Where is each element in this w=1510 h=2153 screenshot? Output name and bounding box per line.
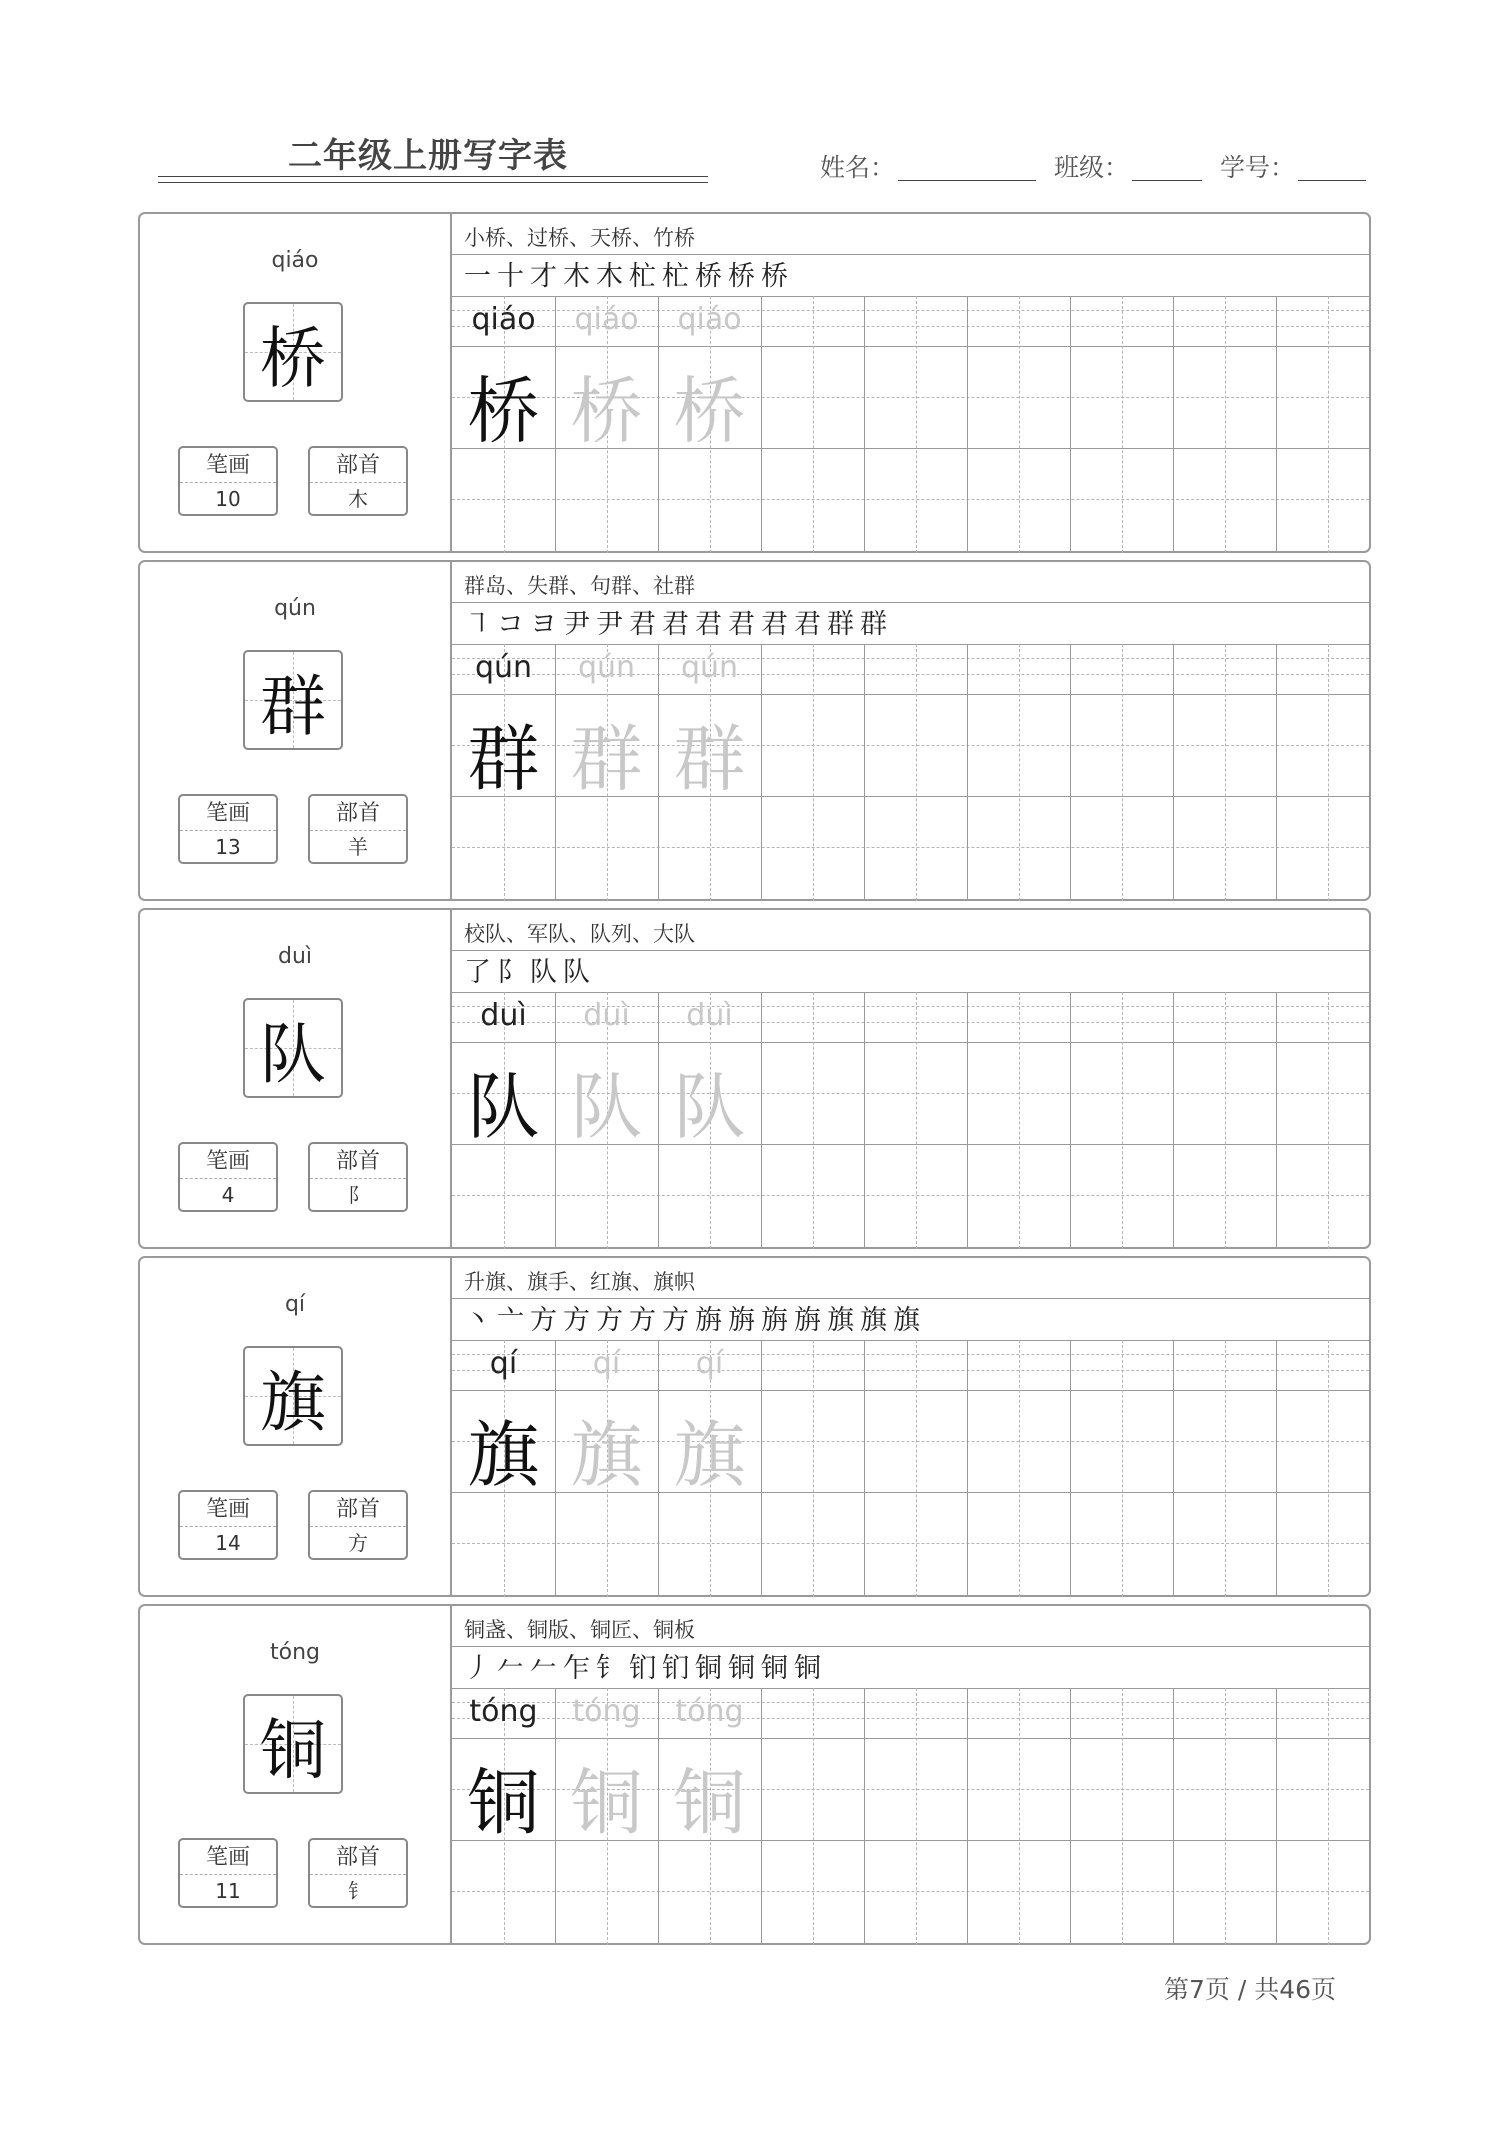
character-trace: 桥 xyxy=(570,369,643,453)
pinyin-model: tóng xyxy=(469,1694,538,1729)
stroke-count-label: 笔画 xyxy=(180,1494,276,1527)
pinyin-trace: qiáo xyxy=(677,302,742,337)
stroke-step: 乍 xyxy=(563,1653,592,1684)
character-model: 铜 xyxy=(467,1761,540,1845)
pinyin-trace: qí xyxy=(592,1346,621,1381)
stroke-step: 桥 xyxy=(728,261,757,292)
character: 旗 xyxy=(260,1363,326,1441)
character-info xyxy=(140,1606,450,1943)
radical-value: 方 xyxy=(348,1531,368,1555)
radical-box xyxy=(308,1838,408,1908)
character-box xyxy=(243,998,343,1098)
stroke-step: 群 xyxy=(827,609,856,640)
stroke-step: 君 xyxy=(794,609,823,640)
radical-label: 部首 xyxy=(310,450,406,483)
stroke-step: 才 xyxy=(530,261,559,292)
stroke-step: 君 xyxy=(728,609,757,640)
stroke-step: 旃 xyxy=(728,1305,757,1336)
character-card xyxy=(138,908,1371,1249)
stroke-step: ㇕ xyxy=(464,609,493,640)
stroke-step: 𠂉 xyxy=(497,1653,526,1684)
stroke-order xyxy=(464,1298,922,1337)
writing-area xyxy=(450,910,1369,1247)
pinyin-trace: duì xyxy=(686,998,733,1033)
character-trace: 铜 xyxy=(673,1761,746,1845)
stroke-count-value: 13 xyxy=(215,835,241,859)
class-label: 班级： xyxy=(1054,153,1130,182)
pinyin-trace: qún xyxy=(680,650,739,685)
stroke-step: 旗 xyxy=(827,1305,856,1336)
stroke-step: 君 xyxy=(629,609,658,640)
stroke-step: 旃 xyxy=(794,1305,823,1336)
character-info xyxy=(140,910,450,1247)
pinyin-trace: tóng xyxy=(675,1694,744,1729)
stroke-step: 钔 xyxy=(662,1653,691,1684)
character: 队 xyxy=(260,1015,326,1093)
pinyin-model: qí xyxy=(489,1346,518,1381)
stroke-step: 方 xyxy=(629,1305,658,1336)
writing-area xyxy=(450,214,1369,551)
stroke-step: 一 xyxy=(464,261,493,292)
class-field[interactable] xyxy=(1132,180,1202,181)
pinyin-trace: qiáo xyxy=(574,302,639,337)
example-words: 铜盏、铜版、铜匠、铜板 xyxy=(464,1618,695,1642)
stroke-step: 桥 xyxy=(761,261,790,292)
stroke-step: コ xyxy=(497,609,526,640)
stroke-step: 君 xyxy=(761,609,790,640)
character-box xyxy=(243,650,343,750)
stroke-count-label: 笔画 xyxy=(180,1146,276,1179)
character-info xyxy=(140,1258,450,1595)
pinyin-label: duì xyxy=(277,944,313,969)
radical-label: 部首 xyxy=(310,1842,406,1875)
character-trace: 旗 xyxy=(570,1413,643,1497)
pinyin-label: qí xyxy=(284,1292,306,1317)
name-field[interactable] xyxy=(898,180,1036,181)
stroke-count-box xyxy=(178,1838,278,1908)
stroke-step: 钔 xyxy=(629,1653,658,1684)
stroke-step: 桥 xyxy=(695,261,724,292)
stroke-step: 君 xyxy=(695,609,724,640)
character: 铜 xyxy=(260,1711,326,1789)
stroke-step: 方 xyxy=(530,1305,559,1336)
radical-box xyxy=(308,1490,408,1560)
stroke-order xyxy=(464,602,889,641)
stroke-step: 杧 xyxy=(662,261,691,292)
character-box xyxy=(243,1346,343,1446)
character-card xyxy=(138,1256,1371,1597)
radical-value: 钅 xyxy=(348,1879,368,1903)
stroke-count-box xyxy=(178,1142,278,1212)
stroke-step: 丶 xyxy=(464,1305,493,1336)
title-underline xyxy=(158,176,708,177)
stroke-step: 木 xyxy=(596,261,625,292)
id-label: 学号： xyxy=(1220,153,1296,182)
stroke-step: 十 xyxy=(497,261,526,292)
character-model: 桥 xyxy=(467,369,540,453)
character: 桥 xyxy=(260,319,326,397)
character-trace: 群 xyxy=(673,717,746,801)
pinyin-trace: qún xyxy=(577,650,636,685)
stroke-count-box xyxy=(178,794,278,864)
character: 群 xyxy=(260,667,326,745)
example-words: 升旗、旗手、红旗、旗帜 xyxy=(464,1270,695,1294)
stroke-step: 丿 xyxy=(464,1653,493,1684)
character-card xyxy=(138,560,1371,901)
stroke-step: 旗 xyxy=(860,1305,889,1336)
example-words: 小桥、过桥、天桥、竹桥 xyxy=(464,226,695,250)
stroke-step: 了 xyxy=(464,957,493,988)
stroke-step: 旃 xyxy=(761,1305,790,1336)
stroke-step: 群 xyxy=(860,609,889,640)
stroke-step: 铜 xyxy=(695,1653,724,1684)
example-words: 群岛、失群、句群、社群 xyxy=(464,574,695,598)
pinyin-trace: duì xyxy=(583,998,630,1033)
pinyin-label: qiáo xyxy=(271,248,319,273)
character-trace: 队 xyxy=(570,1065,643,1149)
example-words: 校队、军队、队列、大队 xyxy=(464,922,695,946)
radical-value: 羊 xyxy=(348,835,368,859)
stroke-step: 铜 xyxy=(728,1653,757,1684)
pinyin-label: tóng xyxy=(270,1640,320,1665)
stroke-order xyxy=(464,254,790,293)
stroke-step: 方 xyxy=(596,1305,625,1336)
stroke-count-value: 10 xyxy=(215,487,241,511)
character-card xyxy=(138,212,1371,553)
stroke-step: 尹 xyxy=(563,609,592,640)
character-box xyxy=(243,1694,343,1794)
stroke-count-value: 11 xyxy=(215,1879,241,1903)
pinyin-model: qiáo xyxy=(471,302,536,337)
stroke-step: 尹 xyxy=(596,609,625,640)
radical-value: 木 xyxy=(348,487,368,511)
character-info xyxy=(140,214,450,551)
stroke-count-label: 笔画 xyxy=(180,450,276,483)
radical-box xyxy=(308,794,408,864)
stroke-step: 队 xyxy=(563,957,592,988)
character-trace: 铜 xyxy=(570,1761,643,1845)
stroke-count-value: 14 xyxy=(215,1531,241,1555)
stroke-count-label: 笔画 xyxy=(180,1842,276,1875)
pinyin-model: duì xyxy=(480,998,527,1033)
stroke-count-value: 4 xyxy=(221,1183,235,1207)
stroke-step: 旗 xyxy=(893,1305,922,1336)
stroke-step: 钅 xyxy=(596,1653,625,1684)
pinyin-label: qún xyxy=(274,596,316,621)
stroke-count-box xyxy=(178,446,278,516)
stroke-step: 君 xyxy=(662,609,691,640)
stroke-order xyxy=(464,950,592,989)
character-info xyxy=(140,562,450,899)
writing-area xyxy=(450,1606,1369,1943)
character-box xyxy=(243,302,343,402)
radical-box xyxy=(308,446,408,516)
stroke-count-label: 笔画 xyxy=(180,798,276,831)
character-model: 队 xyxy=(467,1065,540,1149)
character-trace: 桥 xyxy=(673,369,746,453)
character-model: 群 xyxy=(467,717,540,801)
stroke-step: 旃 xyxy=(695,1305,724,1336)
pinyin-trace: tóng xyxy=(572,1694,641,1729)
pinyin-model: qún xyxy=(474,650,533,685)
character-trace: 群 xyxy=(570,717,643,801)
stroke-step: 铜 xyxy=(761,1653,790,1684)
title-underline-2 xyxy=(158,182,708,183)
stroke-step: 木 xyxy=(563,261,592,292)
pinyin-trace: qí xyxy=(695,1346,724,1381)
stroke-step: 铜 xyxy=(794,1653,823,1684)
stroke-step: 队 xyxy=(530,957,559,988)
stroke-order xyxy=(464,1646,823,1685)
character-trace: 队 xyxy=(673,1065,746,1149)
writing-area xyxy=(450,562,1369,899)
radical-label: 部首 xyxy=(310,1146,406,1179)
stroke-step: 亠 xyxy=(497,1305,526,1336)
stroke-step: ヨ xyxy=(530,609,559,640)
stroke-step: 阝 xyxy=(497,957,526,988)
character-model: 旗 xyxy=(467,1413,540,1497)
stroke-step: 𠂉 xyxy=(530,1653,559,1684)
stroke-step: 杧 xyxy=(629,261,658,292)
stroke-step: 方 xyxy=(563,1305,592,1336)
page-number: 第7页 / 共46页 xyxy=(1164,1975,1337,2004)
radical-box xyxy=(308,1142,408,1212)
character-card xyxy=(138,1604,1371,1945)
stroke-step: 方 xyxy=(662,1305,691,1336)
page-title: 二年级上册写字表 xyxy=(288,136,568,176)
radical-value: 阝 xyxy=(348,1183,368,1207)
id-field[interactable] xyxy=(1298,180,1366,181)
stroke-count-box xyxy=(178,1490,278,1560)
name-label: 姓名： xyxy=(820,153,896,182)
character-trace: 旗 xyxy=(673,1413,746,1497)
radical-label: 部首 xyxy=(310,1494,406,1527)
writing-area xyxy=(450,1258,1369,1595)
radical-label: 部首 xyxy=(310,798,406,831)
